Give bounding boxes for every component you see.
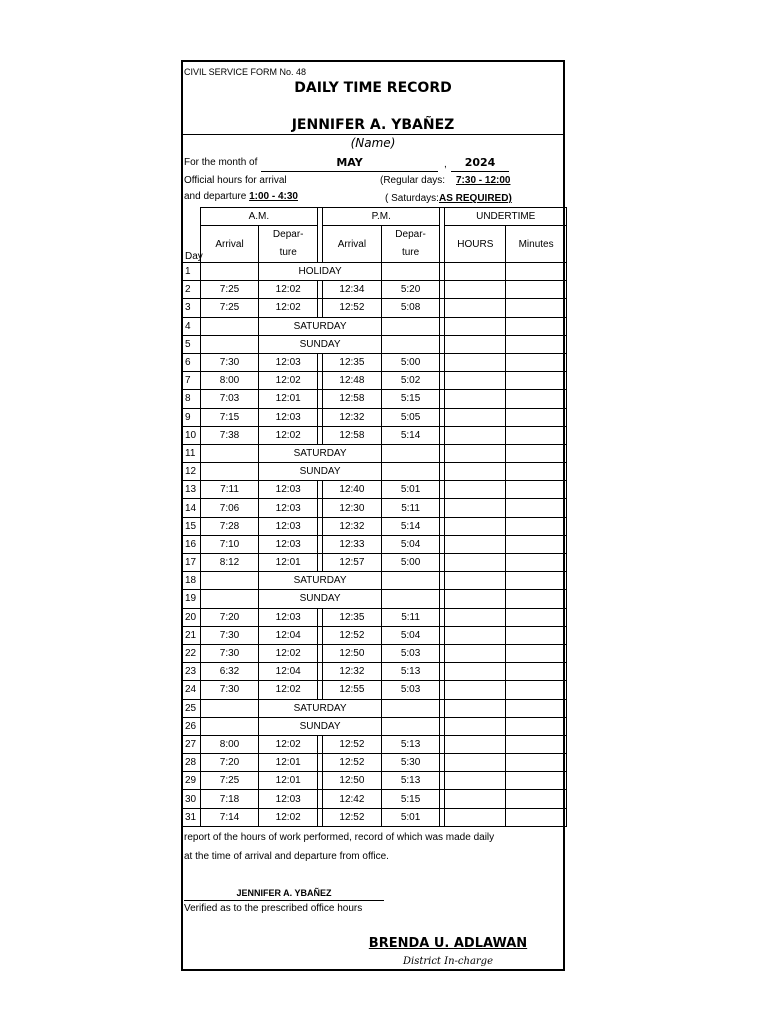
pm-departure-cell bbox=[381, 572, 440, 590]
table-row bbox=[183, 808, 567, 826]
employee-name: JENNIFER A. YBAÑEZ bbox=[291, 117, 455, 133]
day-cell: 17 bbox=[183, 554, 200, 572]
official-hours-line2-label: and departure bbox=[184, 191, 247, 202]
hours-cell bbox=[445, 699, 506, 717]
am-departure-cell: 12:01 bbox=[259, 390, 318, 408]
pm-arrival-cell: 12:52 bbox=[323, 626, 382, 644]
am-departure-cell: 12:01 bbox=[259, 754, 318, 772]
pm-departure-cell: 5:13 bbox=[381, 663, 440, 681]
am-departure-cell: 12:03 bbox=[259, 517, 318, 535]
dtr-form bbox=[181, 60, 565, 971]
header-pm-departure-1: Depar- bbox=[395, 229, 426, 240]
pm-departure-cell bbox=[381, 317, 440, 335]
minutes-cell bbox=[506, 608, 567, 626]
am-departure-cell: 12:03 bbox=[259, 481, 318, 499]
comma: , bbox=[444, 159, 447, 170]
am-departure-cell: 12:02 bbox=[259, 281, 318, 299]
table-row bbox=[183, 699, 567, 717]
table-row bbox=[183, 772, 567, 790]
pm-arrival-cell: 12:30 bbox=[323, 499, 382, 517]
time-record-table bbox=[183, 207, 567, 827]
hours-cell bbox=[445, 281, 506, 299]
day-cell: 12 bbox=[183, 463, 200, 481]
table-row bbox=[183, 590, 567, 608]
day-cell: 1 bbox=[183, 263, 200, 281]
minutes-cell bbox=[506, 808, 567, 826]
time-record-body bbox=[183, 263, 567, 827]
minutes-cell bbox=[506, 699, 567, 717]
saturdays-value: AS REQUIRED) bbox=[439, 193, 512, 204]
am-arrival-cell: 7:30 bbox=[200, 681, 259, 699]
pm-arrival-cell: 12:52 bbox=[323, 299, 382, 317]
minutes-cell bbox=[506, 535, 567, 553]
am-departure-cell: 12:01 bbox=[259, 772, 318, 790]
am-arrival-cell: 7:10 bbox=[200, 535, 259, 553]
pm-arrival-cell: 12:32 bbox=[323, 408, 382, 426]
month-underline bbox=[261, 171, 438, 172]
table-row bbox=[183, 444, 567, 462]
am-arrival-cell: 7:06 bbox=[200, 499, 259, 517]
minutes-cell bbox=[506, 281, 567, 299]
table-row bbox=[183, 790, 567, 808]
table-row bbox=[183, 535, 567, 553]
hours-cell bbox=[445, 754, 506, 772]
pm-arrival-cell: 12:52 bbox=[323, 808, 382, 826]
header-day: Day bbox=[183, 208, 200, 263]
minutes-cell bbox=[506, 517, 567, 535]
header-am-departure-2: ture bbox=[279, 247, 297, 258]
table-row bbox=[183, 426, 567, 444]
hours-cell bbox=[445, 335, 506, 353]
day-note-cell: SATURDAY bbox=[259, 699, 381, 717]
minutes-cell bbox=[506, 681, 567, 699]
signature-name: JENNIFER A. YBAÑEZ bbox=[236, 888, 332, 898]
table-row bbox=[183, 626, 567, 644]
minutes-cell bbox=[506, 790, 567, 808]
official-hours-value: 1:00 - 4:30 bbox=[249, 191, 298, 202]
month-label: For the month of bbox=[184, 157, 258, 168]
am-arrival-cell bbox=[200, 335, 259, 353]
minutes-cell bbox=[506, 735, 567, 753]
am-arrival-cell: 7:25 bbox=[200, 772, 259, 790]
hours-cell bbox=[445, 535, 506, 553]
pm-arrival-cell: 12:55 bbox=[323, 681, 382, 699]
minutes-cell bbox=[506, 335, 567, 353]
form-number: CIVIL SERVICE FORM No. 48 bbox=[184, 67, 307, 77]
pm-departure-cell: 5:08 bbox=[381, 299, 440, 317]
name-caption: (Name) bbox=[350, 136, 396, 150]
minutes-cell bbox=[506, 590, 567, 608]
am-departure-cell: 12:02 bbox=[259, 735, 318, 753]
pm-departure-cell bbox=[381, 699, 440, 717]
am-arrival-cell: 7:03 bbox=[200, 390, 259, 408]
table-row bbox=[183, 372, 567, 390]
pm-arrival-cell: 12:42 bbox=[323, 790, 382, 808]
am-arrival-cell bbox=[200, 590, 259, 608]
day-cell: 16 bbox=[183, 535, 200, 553]
am-departure-cell: 12:03 bbox=[259, 608, 318, 626]
pm-departure-cell: 5:11 bbox=[381, 608, 440, 626]
pm-departure-cell bbox=[381, 444, 440, 462]
minutes-cell bbox=[506, 372, 567, 390]
hours-cell bbox=[445, 790, 506, 808]
incharge-title: District In-charge bbox=[402, 956, 493, 967]
am-arrival-cell: 7:14 bbox=[200, 808, 259, 826]
hours-cell bbox=[445, 317, 506, 335]
header-am-arrival: Arrival bbox=[200, 226, 259, 263]
report-line1: report of the hours of work performed, record of which was made daily bbox=[184, 832, 495, 843]
am-departure-cell: 12:02 bbox=[259, 808, 318, 826]
pm-departure-cell bbox=[381, 590, 440, 608]
year-underline bbox=[451, 171, 509, 172]
minutes-cell bbox=[506, 299, 567, 317]
header-minutes: Minutes bbox=[506, 226, 567, 263]
table-row bbox=[183, 517, 567, 535]
day-cell: 27 bbox=[183, 735, 200, 753]
hours-cell bbox=[445, 554, 506, 572]
day-cell: 30 bbox=[183, 790, 200, 808]
hours-cell bbox=[445, 408, 506, 426]
day-note-cell: SUNDAY bbox=[259, 335, 381, 353]
pm-arrival-cell: 12:32 bbox=[323, 517, 382, 535]
day-cell: 7 bbox=[183, 372, 200, 390]
header-am: A.M. bbox=[200, 208, 317, 226]
am-departure-cell: 12:01 bbox=[259, 554, 318, 572]
day-note-cell: HOLIDAY bbox=[259, 263, 381, 281]
minutes-cell bbox=[506, 408, 567, 426]
am-arrival-cell: 7:38 bbox=[200, 426, 259, 444]
day-cell: 19 bbox=[183, 590, 200, 608]
day-cell: 5 bbox=[183, 335, 200, 353]
hours-cell bbox=[445, 299, 506, 317]
table-row bbox=[183, 608, 567, 626]
hours-cell bbox=[445, 735, 506, 753]
table-row bbox=[183, 554, 567, 572]
hours-cell bbox=[445, 499, 506, 517]
am-departure-cell: 12:03 bbox=[259, 535, 318, 553]
day-note-cell: SATURDAY bbox=[259, 317, 381, 335]
signature-line bbox=[184, 900, 384, 901]
minutes-cell bbox=[506, 717, 567, 735]
pm-arrival-cell: 12:58 bbox=[323, 426, 382, 444]
am-arrival-cell: 7:18 bbox=[200, 790, 259, 808]
pm-departure-cell bbox=[381, 335, 440, 353]
pm-arrival-cell: 12:32 bbox=[323, 663, 382, 681]
minutes-cell bbox=[506, 554, 567, 572]
am-arrival-cell: 7:30 bbox=[200, 626, 259, 644]
header-hours: HOURS bbox=[445, 226, 506, 263]
day-cell: 20 bbox=[183, 608, 200, 626]
day-cell: 2 bbox=[183, 281, 200, 299]
pm-departure-cell: 5:04 bbox=[381, 626, 440, 644]
table-row bbox=[183, 317, 567, 335]
day-note-cell: SUNDAY bbox=[259, 717, 381, 735]
pm-arrival-cell: 12:52 bbox=[323, 754, 382, 772]
pm-departure-cell bbox=[381, 263, 440, 281]
hours-cell bbox=[445, 444, 506, 462]
minutes-cell bbox=[506, 317, 567, 335]
month-value: MAY bbox=[336, 156, 363, 169]
hours-cell bbox=[445, 772, 506, 790]
header-pm: P.M. bbox=[323, 208, 440, 226]
day-cell: 25 bbox=[183, 699, 200, 717]
hours-cell bbox=[445, 717, 506, 735]
pm-departure-cell: 5:03 bbox=[381, 681, 440, 699]
pm-departure-cell bbox=[381, 717, 440, 735]
am-arrival-cell bbox=[200, 444, 259, 462]
hours-cell bbox=[445, 390, 506, 408]
pm-arrival-cell: 12:48 bbox=[323, 372, 382, 390]
am-departure-cell: 12:03 bbox=[259, 499, 318, 517]
day-cell: 31 bbox=[183, 808, 200, 826]
pm-departure-cell: 5:01 bbox=[381, 481, 440, 499]
table-row bbox=[183, 663, 567, 681]
hours-cell bbox=[445, 626, 506, 644]
day-cell: 6 bbox=[183, 353, 200, 371]
hours-cell bbox=[445, 263, 506, 281]
am-departure-cell: 12:02 bbox=[259, 299, 318, 317]
day-cell: 28 bbox=[183, 754, 200, 772]
table-row bbox=[183, 263, 567, 281]
day-cell: 24 bbox=[183, 681, 200, 699]
am-arrival-cell bbox=[200, 463, 259, 481]
am-arrival-cell: 7:25 bbox=[200, 281, 259, 299]
hours-cell bbox=[445, 353, 506, 371]
table-row bbox=[183, 390, 567, 408]
day-note-cell: SATURDAY bbox=[259, 444, 381, 462]
am-departure-cell: 12:03 bbox=[259, 353, 318, 371]
minutes-cell bbox=[506, 444, 567, 462]
table-row bbox=[183, 735, 567, 753]
am-departure-cell: 12:03 bbox=[259, 790, 318, 808]
hours-cell bbox=[445, 681, 506, 699]
am-departure-cell: 12:02 bbox=[259, 426, 318, 444]
minutes-cell bbox=[506, 426, 567, 444]
hours-cell bbox=[445, 517, 506, 535]
report-line2: at the time of arrival and departure from office. bbox=[184, 851, 389, 862]
day-note-cell: SUNDAY bbox=[259, 590, 381, 608]
day-cell: 15 bbox=[183, 517, 200, 535]
day-cell: 29 bbox=[183, 772, 200, 790]
table-row bbox=[183, 353, 567, 371]
table-row bbox=[183, 644, 567, 662]
day-cell: 18 bbox=[183, 572, 200, 590]
minutes-cell bbox=[506, 463, 567, 481]
pm-departure-cell: 5:00 bbox=[381, 353, 440, 371]
minutes-cell bbox=[506, 353, 567, 371]
table-row bbox=[183, 754, 567, 772]
table-row bbox=[183, 281, 567, 299]
hours-cell bbox=[445, 463, 506, 481]
day-cell: 13 bbox=[183, 481, 200, 499]
am-arrival-cell: 8:12 bbox=[200, 554, 259, 572]
am-arrival-cell: 7:30 bbox=[200, 353, 259, 371]
am-arrival-cell bbox=[200, 317, 259, 335]
day-cell: 10 bbox=[183, 426, 200, 444]
pm-arrival-cell: 12:57 bbox=[323, 554, 382, 572]
pm-departure-cell: 5:05 bbox=[381, 408, 440, 426]
pm-arrival-cell: 12:50 bbox=[323, 644, 382, 662]
official-hours-line2 bbox=[184, 191, 298, 202]
am-departure-cell: 12:03 bbox=[259, 408, 318, 426]
header-pm-arrival: Arrival bbox=[323, 226, 382, 263]
official-hours-line1: Official hours for arrival bbox=[184, 175, 287, 186]
pm-departure-cell: 5:15 bbox=[381, 790, 440, 808]
am-arrival-cell: 7:28 bbox=[200, 517, 259, 535]
day-note-cell: SUNDAY bbox=[259, 463, 381, 481]
pm-arrival-cell: 12:35 bbox=[323, 353, 382, 371]
pm-departure-cell: 5:13 bbox=[381, 735, 440, 753]
day-cell: 4 bbox=[183, 317, 200, 335]
table-row bbox=[183, 499, 567, 517]
name-underline bbox=[183, 134, 563, 135]
am-arrival-cell: 7:11 bbox=[200, 481, 259, 499]
pm-arrival-cell: 12:52 bbox=[323, 735, 382, 753]
day-cell: 14 bbox=[183, 499, 200, 517]
pm-arrival-cell: 12:50 bbox=[323, 772, 382, 790]
minutes-cell bbox=[506, 263, 567, 281]
pm-arrival-cell: 12:33 bbox=[323, 535, 382, 553]
am-departure-cell: 12:02 bbox=[259, 372, 318, 390]
day-note-cell: SATURDAY bbox=[259, 572, 381, 590]
pm-arrival-cell: 12:40 bbox=[323, 481, 382, 499]
table-row bbox=[183, 481, 567, 499]
saturdays-label: ( Saturdays: bbox=[385, 193, 439, 204]
incharge-name: BRENDA U. ADLAWAN bbox=[368, 936, 528, 951]
am-departure-cell: 12:04 bbox=[259, 663, 318, 681]
am-arrival-cell bbox=[200, 699, 259, 717]
header-am-departure bbox=[259, 226, 318, 263]
regular-days-label: (Regular days: bbox=[380, 175, 446, 186]
hours-cell bbox=[445, 426, 506, 444]
pm-departure-cell: 5:14 bbox=[381, 426, 440, 444]
table-row bbox=[183, 299, 567, 317]
pm-arrival-cell: 12:35 bbox=[323, 608, 382, 626]
minutes-cell bbox=[506, 481, 567, 499]
minutes-cell bbox=[506, 644, 567, 662]
verified-text: Verified as to the prescribed office hours bbox=[184, 903, 363, 914]
header-pm-departure bbox=[381, 226, 440, 263]
day-cell: 23 bbox=[183, 663, 200, 681]
year-value: 2024 bbox=[464, 156, 496, 169]
regular-days-value: 7:30 - 12:00 bbox=[456, 175, 511, 186]
table-row bbox=[183, 408, 567, 426]
hours-cell bbox=[445, 590, 506, 608]
day-cell: 9 bbox=[183, 408, 200, 426]
minutes-cell bbox=[506, 390, 567, 408]
header-am-departure-1: Depar- bbox=[272, 229, 304, 240]
table-row bbox=[183, 717, 567, 735]
pm-arrival-cell: 12:58 bbox=[323, 390, 382, 408]
pm-departure-cell: 5:02 bbox=[381, 372, 440, 390]
am-departure-cell: 12:02 bbox=[259, 644, 318, 662]
pm-departure-cell: 5:14 bbox=[381, 517, 440, 535]
am-arrival-cell: 7:25 bbox=[200, 299, 259, 317]
am-arrival-cell: 7:30 bbox=[200, 644, 259, 662]
minutes-cell bbox=[506, 572, 567, 590]
hours-cell bbox=[445, 481, 506, 499]
day-cell: 11 bbox=[183, 444, 200, 462]
am-arrival-cell: 8:00 bbox=[200, 372, 259, 390]
am-arrival-cell: 7:20 bbox=[200, 608, 259, 626]
hours-cell bbox=[445, 572, 506, 590]
pm-departure-cell: 5:00 bbox=[381, 554, 440, 572]
header-undertime: UNDERTIME bbox=[445, 208, 567, 226]
pm-departure-cell: 5:30 bbox=[381, 754, 440, 772]
day-cell: 8 bbox=[183, 390, 200, 408]
pm-departure-cell: 5:01 bbox=[381, 808, 440, 826]
am-arrival-cell bbox=[200, 717, 259, 735]
minutes-cell bbox=[506, 626, 567, 644]
minutes-cell bbox=[506, 754, 567, 772]
minutes-cell bbox=[506, 772, 567, 790]
pm-departure-cell: 5:11 bbox=[381, 499, 440, 517]
day-cell: 26 bbox=[183, 717, 200, 735]
minutes-cell bbox=[506, 499, 567, 517]
am-arrival-cell: 7:20 bbox=[200, 754, 259, 772]
header-pm-departure-2: ture bbox=[401, 247, 420, 258]
page-title: DAILY TIME RECORD bbox=[294, 80, 452, 96]
am-departure-cell: 12:02 bbox=[259, 681, 318, 699]
hours-cell bbox=[445, 663, 506, 681]
am-arrival-cell: 6:32 bbox=[200, 663, 259, 681]
hours-cell bbox=[445, 644, 506, 662]
am-arrival-cell bbox=[200, 572, 259, 590]
am-departure-cell: 12:04 bbox=[259, 626, 318, 644]
table-row bbox=[183, 335, 567, 353]
am-arrival-cell bbox=[200, 263, 259, 281]
table-row bbox=[183, 572, 567, 590]
day-cell: 22 bbox=[183, 644, 200, 662]
table-row bbox=[183, 463, 567, 481]
pm-departure-cell: 5:03 bbox=[381, 644, 440, 662]
pm-departure-cell bbox=[381, 463, 440, 481]
table-row bbox=[183, 681, 567, 699]
am-arrival-cell: 8:00 bbox=[200, 735, 259, 753]
pm-departure-cell: 5:04 bbox=[381, 535, 440, 553]
day-cell: 3 bbox=[183, 299, 200, 317]
hours-cell bbox=[445, 808, 506, 826]
day-cell: 21 bbox=[183, 626, 200, 644]
pm-departure-cell: 5:20 bbox=[381, 281, 440, 299]
hours-cell bbox=[445, 372, 506, 390]
pm-departure-cell: 5:15 bbox=[381, 390, 440, 408]
pm-arrival-cell: 12:34 bbox=[323, 281, 382, 299]
pm-departure-cell: 5:13 bbox=[381, 772, 440, 790]
minutes-cell bbox=[506, 663, 567, 681]
hours-cell bbox=[445, 608, 506, 626]
am-arrival-cell: 7:15 bbox=[200, 408, 259, 426]
